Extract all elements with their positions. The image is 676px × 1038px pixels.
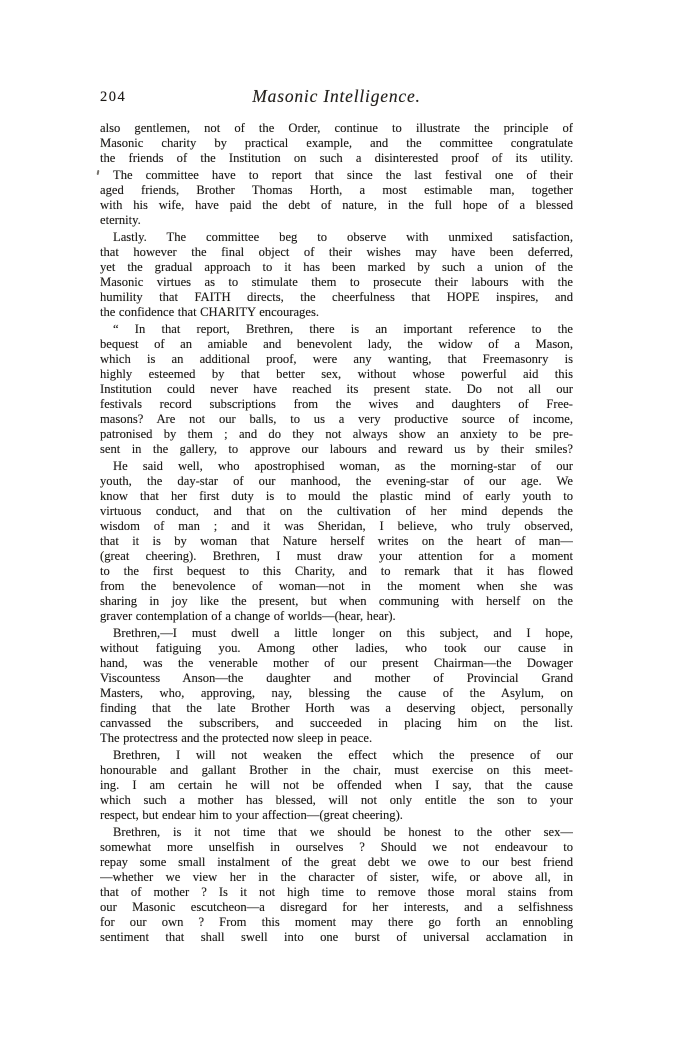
- text-line: wisdom of man ; and it was Sheridan, I believe, who truly observed,: [100, 519, 573, 533]
- paragraph: [100, 459, 573, 624]
- text-line: that of mother ? Is it not high time to remove those moral stains from: [100, 885, 573, 899]
- body-text-block: [100, 121, 573, 945]
- text-line: Institution could never have reached its present state. Do not all our: [100, 382, 573, 396]
- text-line: Viscountess Anson—the daughter and mother of Provincial Grand: [100, 671, 573, 685]
- text-line: which such a mother has blessed, will not only entitle the son to your: [100, 793, 573, 807]
- text-line: eternity.: [100, 213, 141, 227]
- paragraph: [100, 825, 573, 945]
- text-line: sharing in joy like the present, but when communing with herself on the: [100, 594, 573, 608]
- text-line: patronised by them ; and do they not always show an anxiety to be pre-: [100, 427, 573, 441]
- text-line: The protectress and the protected now sleep in peace.: [100, 731, 373, 745]
- text-line: that it is by woman that Nature herself writes on the heart of man—: [100, 534, 573, 548]
- text-line: —whether we view her in the character of sister, wife, or above all, in: [100, 870, 573, 884]
- text-line: bequest of an amiable and benevolent lady, the widow of a Mason,: [100, 337, 573, 351]
- text-line: “ In that report, Brethren, there is an important reference to the: [113, 322, 573, 336]
- text-line: know that her first duty is to mould the plastic mind of early youth to: [100, 489, 573, 503]
- text-line: which is an additional proof, were any wanting, that Freemasonry is: [100, 352, 573, 366]
- text-line: The committee have to report that since the last festival one of their: [113, 168, 573, 182]
- text-line: repay some small instalment of the great debt we owe to our best friend: [100, 855, 573, 869]
- text-line: sentiment that shall swell into one burst of universal acclamation in: [100, 930, 573, 944]
- text-line: festivals record subscriptions from the wives and daughters of Free-: [100, 397, 573, 411]
- page-number: 204: [100, 89, 127, 105]
- text-line: (great cheering). Brethren, I must draw your attention for a moment: [100, 549, 573, 563]
- text-line: ing. I am certain he will not be offended when I say, that the cause: [100, 778, 573, 792]
- text-line: Brethren, is it not time that we should be honest to the other sex—: [113, 825, 573, 839]
- text-line: yet the gradual approach to it has been marked by such a union of the: [100, 260, 573, 274]
- text-line: without fatiguing you. Among other ladies, who took our cause in: [100, 641, 573, 655]
- text-line: aged friends, Brother Thomas Horth, a most estimable man, together: [100, 183, 573, 197]
- text-line: youth, the day-star of our manhood, the evening-star of our age. We: [100, 474, 573, 488]
- running-header-title: Masonic Intelligence.: [252, 86, 421, 106]
- text-line: that however the final object of their wishes may have been deferred,: [100, 245, 573, 259]
- text-line: the confidence that CHARITY encourages.: [100, 305, 319, 319]
- text-line: respect, but endear him to your affection—(great cheering).: [100, 808, 403, 822]
- text-line: Brethren,—I must dwell a little longer on this subject, and I hope,: [113, 626, 573, 640]
- paragraph: [100, 168, 573, 228]
- text-line: hand, was the venerable mother of our present Chairman—the Dowager: [100, 656, 573, 670]
- text-line: canvassed the subscribers, and succeeded in placing him on the list.: [100, 716, 573, 730]
- text-line: Masters, who, approving, nay, blessing the cause of the Asylum, on: [100, 686, 573, 700]
- print-artifact-mark: [97, 170, 100, 175]
- text-line: He said well, who apostrophised woman, as the morning-star of our: [113, 459, 573, 473]
- text-line: from the benevolence of woman—not in the moment when she was: [100, 579, 573, 593]
- running-header: [100, 86, 573, 110]
- text-line: somewhat more unselfish in ourselves ? Should we not endeavour to: [100, 840, 573, 854]
- text-line: sent in the gallery, to approve our labours and reward us by their smiles?: [100, 442, 573, 456]
- text-line: our Masonic escutcheon—a disregard for her interests, and a selfishness: [100, 900, 573, 914]
- text-line: the friends of the Institution on such a disinterested proof of its utility.: [100, 151, 573, 165]
- text-line: Brethren, I will not weaken the effect which the presence of our: [113, 748, 573, 762]
- paragraph: [100, 322, 573, 457]
- text-line: highly esteemed by that better sex, without whose powerful aid this: [100, 367, 573, 381]
- paragraph: [100, 626, 573, 746]
- paragraph: [100, 121, 573, 166]
- text-line: humility that FAITH directs, the cheerfulness that HOPE inspires, and: [100, 290, 573, 304]
- text-line: to the first bequest to this Charity, and to remark that it has flowed: [100, 564, 573, 578]
- text-line: virtuous conduct, and that on the cultivation of her mind depends the: [100, 504, 573, 518]
- text-line: Masonic charity by practical example, and the committee congratulate: [100, 136, 573, 150]
- text-line: graver contemplation of a change of worlds—(hear, hear).: [100, 609, 396, 623]
- text-line: Lastly. The committee beg to observe with unmixed satisfaction,: [113, 230, 573, 244]
- text-line: also gentlemen, not of the Order, continue to illustrate the principle of: [100, 121, 573, 135]
- text-line: finding that the late Brother Horth was a deserving object, personally: [100, 701, 573, 715]
- paragraph: [100, 230, 573, 320]
- text-line: honourable and gallant Brother in the chair, must exercise on this meet-: [100, 763, 573, 777]
- text-line: masons? Are not our balls, to us a very productive source of income,: [100, 412, 573, 426]
- paragraph: [100, 748, 573, 823]
- text-line: Masonic virtues as to stimulate them to prosecute their labours with the: [100, 275, 573, 289]
- text-line: with his wife, have paid the debt of nature, in the full hope of a blessed: [100, 198, 573, 212]
- text-line: for our own ? From this moment may there go forth an ennobling: [100, 915, 573, 929]
